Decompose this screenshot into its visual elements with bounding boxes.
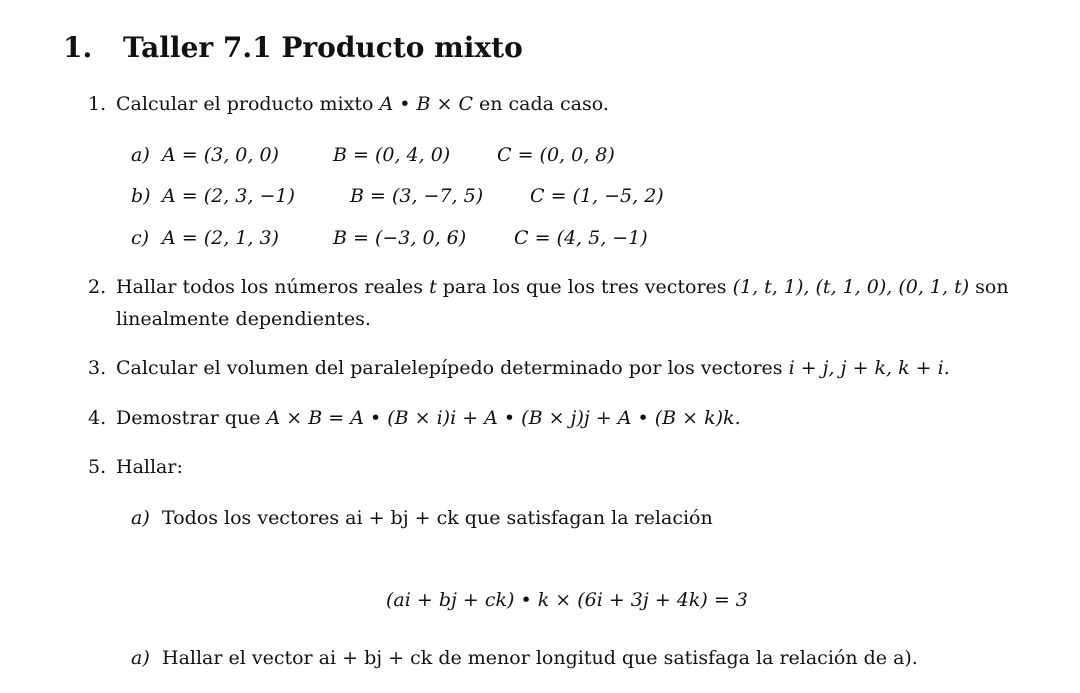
problem-4-number: 4. — [88, 407, 107, 429]
problem-1b-vector-b: B = (3, −7, 5) — [350, 185, 484, 207]
problem-1-text: Calcular el producto mixto A • B × C en cada caso. — [116, 93, 609, 115]
problem-1a-label: a) — [131, 144, 150, 166]
problem-2-line-2: linealmente dependientes. — [116, 308, 371, 330]
problem-2-number: 2. — [88, 276, 107, 298]
problem-1a-vector-b: B = (0, 4, 0) — [333, 144, 451, 166]
problem-5a-label: a) — [131, 507, 150, 529]
problem-3-text: Calcular el volumen del paralelepípedo determinado por los vectores i + j, j + k, k + i. — [116, 357, 950, 379]
section-number: 1. — [63, 31, 93, 64]
problem-1c-label: c) — [131, 227, 150, 249]
problem-1a-vector-a: A = (3, 0, 0) — [162, 144, 279, 166]
problem-3-number: 3. — [88, 357, 107, 379]
problem-2-line-1: Hallar todos los números reales t para los que los tres vectores (1, t, 1), (t, 1, 0), (0, 1, t) son — [116, 276, 1009, 298]
problem-1c-vector-b: B = (−3, 0, 6) — [333, 227, 467, 249]
problem-1b-vector-a: A = (2, 3, −1) — [162, 185, 295, 207]
problem-5a2-text: Hallar el vector ai + bj + ck de menor longitud que satisfaga la relación de a). — [162, 647, 918, 669]
problem-3-expr: i + j, j + k, k + i. — [788, 357, 950, 379]
problem-5a-text: Todos los vectores ai + bj + ck que satisfagan la relación — [162, 507, 713, 529]
problem-5a2-label: a) — [131, 647, 150, 669]
problem-1-number: 1. — [88, 93, 107, 115]
problem-4-text: Demostrar que A × B = A • (B × i)i + A • (B × j)j + A • (B × k)k. — [116, 407, 741, 429]
problem-2-vectors: (1, t, 1), (t, 1, 0), (0, 1, t) — [732, 276, 970, 298]
problem-1c-vector-c: C = (4, 5, −1) — [514, 227, 648, 249]
problem-1c-vector-a: A = (2, 1, 3) — [162, 227, 279, 249]
problem-4-expr: A × B = A • (B × i)i + A • (B × j)j + A • (B × k)k. — [266, 407, 741, 429]
problem-1a-vector-c: C = (0, 0, 8) — [497, 144, 615, 166]
section-title: Taller 7.1 Producto mixto — [123, 31, 523, 64]
problem-5-text: Hallar: — [116, 456, 183, 478]
problem-1b-label: b) — [131, 185, 151, 207]
problem-1b-vector-c: C = (1, −5, 2) — [530, 185, 664, 207]
problem-5-number: 5. — [88, 456, 107, 478]
problem-1-expr: A • B × C — [379, 93, 473, 115]
problem-5-equation: (ai + bj + ck) • k × (6i + 3j + 4k) = 3 — [386, 589, 748, 611]
